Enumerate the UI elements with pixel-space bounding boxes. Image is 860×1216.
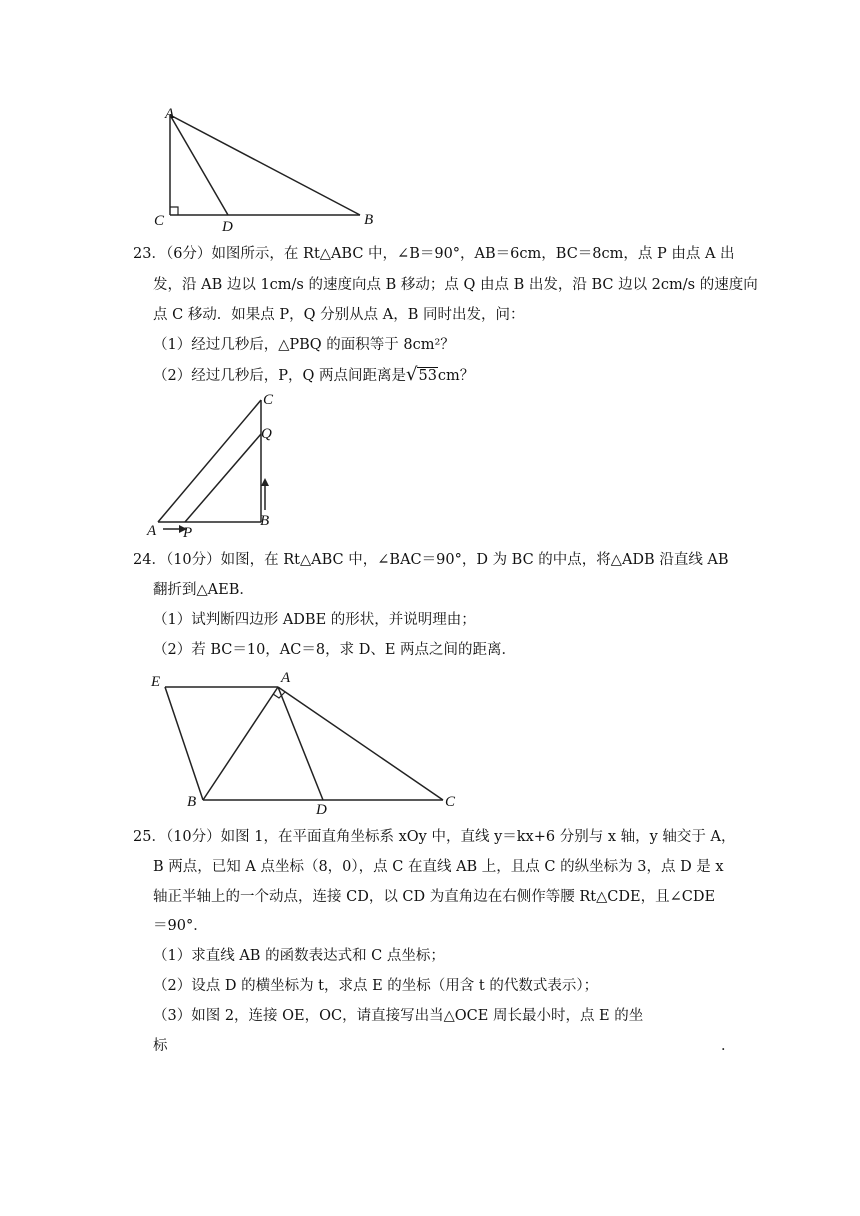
right-angle-mark <box>170 207 178 215</box>
radical-sign: √ <box>405 364 418 385</box>
label-b: B <box>260 513 270 529</box>
segment-ac <box>158 400 261 522</box>
q24-line2: 翻折到△AEB． <box>153 582 254 598</box>
q25-line2: B 两点，已知 A 点坐标（8，0），点 C 在直线 AB 上，且点 C 的纵坐标为 3，点 D 是 x <box>153 859 724 875</box>
label-e: E <box>151 674 161 690</box>
q24-sub1: （1）试判断四边形 ADBE 的形状，并说明理由； <box>153 612 476 628</box>
figure-q24 <box>145 668 475 818</box>
q25-score: （10分） <box>165 829 221 845</box>
answer-blank: ． <box>721 1038 736 1054</box>
q23-text1: 如图所示，在 Rt△ABC 中，∠B＝90°，AB＝6cm，BC＝8cm，点 P 由点 A 出 <box>211 246 735 262</box>
segment-ba <box>203 687 278 800</box>
q25-sub1: （1）求直线 AB 的函数表达式和 C 点坐标； <box>153 948 445 964</box>
q23-line2: 发，沿 AB 边以 1cm/s 的速度向点 B 移动；点 Q 由点 B 出发，沿 BC 边以 2cm/s 的速度向 <box>153 277 758 293</box>
q24-score: （10分） <box>165 552 221 568</box>
q25-line4: ＝90°． <box>153 918 208 934</box>
label-c: C <box>263 392 274 408</box>
label-c: C <box>445 794 456 810</box>
q23-score: （6分） <box>165 246 212 262</box>
arrow-up-icon <box>261 478 269 486</box>
q24-number: 24． <box>133 552 166 568</box>
figure-q23 <box>145 392 290 542</box>
figure-q22 <box>150 100 390 240</box>
q24-text1: 如图，在 Rt△ABC 中，∠BAC＝90°，D 为 BC 的中点，将△ADB 沿直线 AB <box>220 552 729 568</box>
label-b: B <box>364 212 374 228</box>
label-d: D <box>316 802 327 818</box>
q24-sub2: （2）若 BC＝10，AC＝8，求 D、E 两点之间的距离． <box>153 642 517 658</box>
q25-sub3-cont <box>153 1036 737 1056</box>
label-b: B <box>187 794 197 810</box>
q25-sub2: （2）设点 D 的横坐标为 t，求点 E 的坐标（用含 t 的代数式表示）； <box>153 978 599 994</box>
label-c: C <box>154 213 165 229</box>
q25-line1 <box>133 827 736 847</box>
label-a: A <box>147 523 157 539</box>
q23-line3: 点 C 移动．如果点 P，Q 分别从点 A，B 同时出发，问： <box>153 307 525 323</box>
label-a: A <box>281 670 291 686</box>
segment-ac <box>278 687 443 800</box>
q25-sub3-end: 标 <box>153 1038 168 1054</box>
q23-number: 23． <box>133 246 166 262</box>
q23-sub1: （1）经过几秒后，△PBQ 的面积等于 8cm²？ <box>153 337 455 353</box>
q23-line1 <box>133 244 735 264</box>
segment-eb <box>165 687 203 800</box>
label-q: Q <box>261 426 272 442</box>
radicand: 53 <box>418 368 437 384</box>
segment-pq <box>185 434 261 522</box>
label-a: A <box>165 106 175 122</box>
q23-sub2 <box>153 365 474 385</box>
q23-sub2-pre: （2）经过几秒后，P，Q 两点间距离是 <box>153 368 406 384</box>
q23-sub2-post: cm？ <box>437 368 475 384</box>
label-d: D <box>222 219 233 235</box>
q25-line3: 轴正半轴上的一个动点，连接 CD，以 CD 为直角边在右侧作等腰 Rt△CDE，且∠CDE <box>153 889 716 905</box>
q25-text1: 如图 1，在平面直角坐标系 xOy 中，直线 y＝kx+6 分别与 x 轴，y 轴交于 A， <box>220 829 736 845</box>
q24-line1 <box>133 550 729 570</box>
sqrt-expression <box>406 365 438 386</box>
segment-ad <box>278 687 323 800</box>
q25-sub3: （3）如图 2，连接 OE，OC，请直接写出当△OCE 周长最小时，点 E 的坐 <box>153 1008 644 1024</box>
q25-number: 25． <box>133 829 166 845</box>
label-p: P <box>183 525 193 541</box>
